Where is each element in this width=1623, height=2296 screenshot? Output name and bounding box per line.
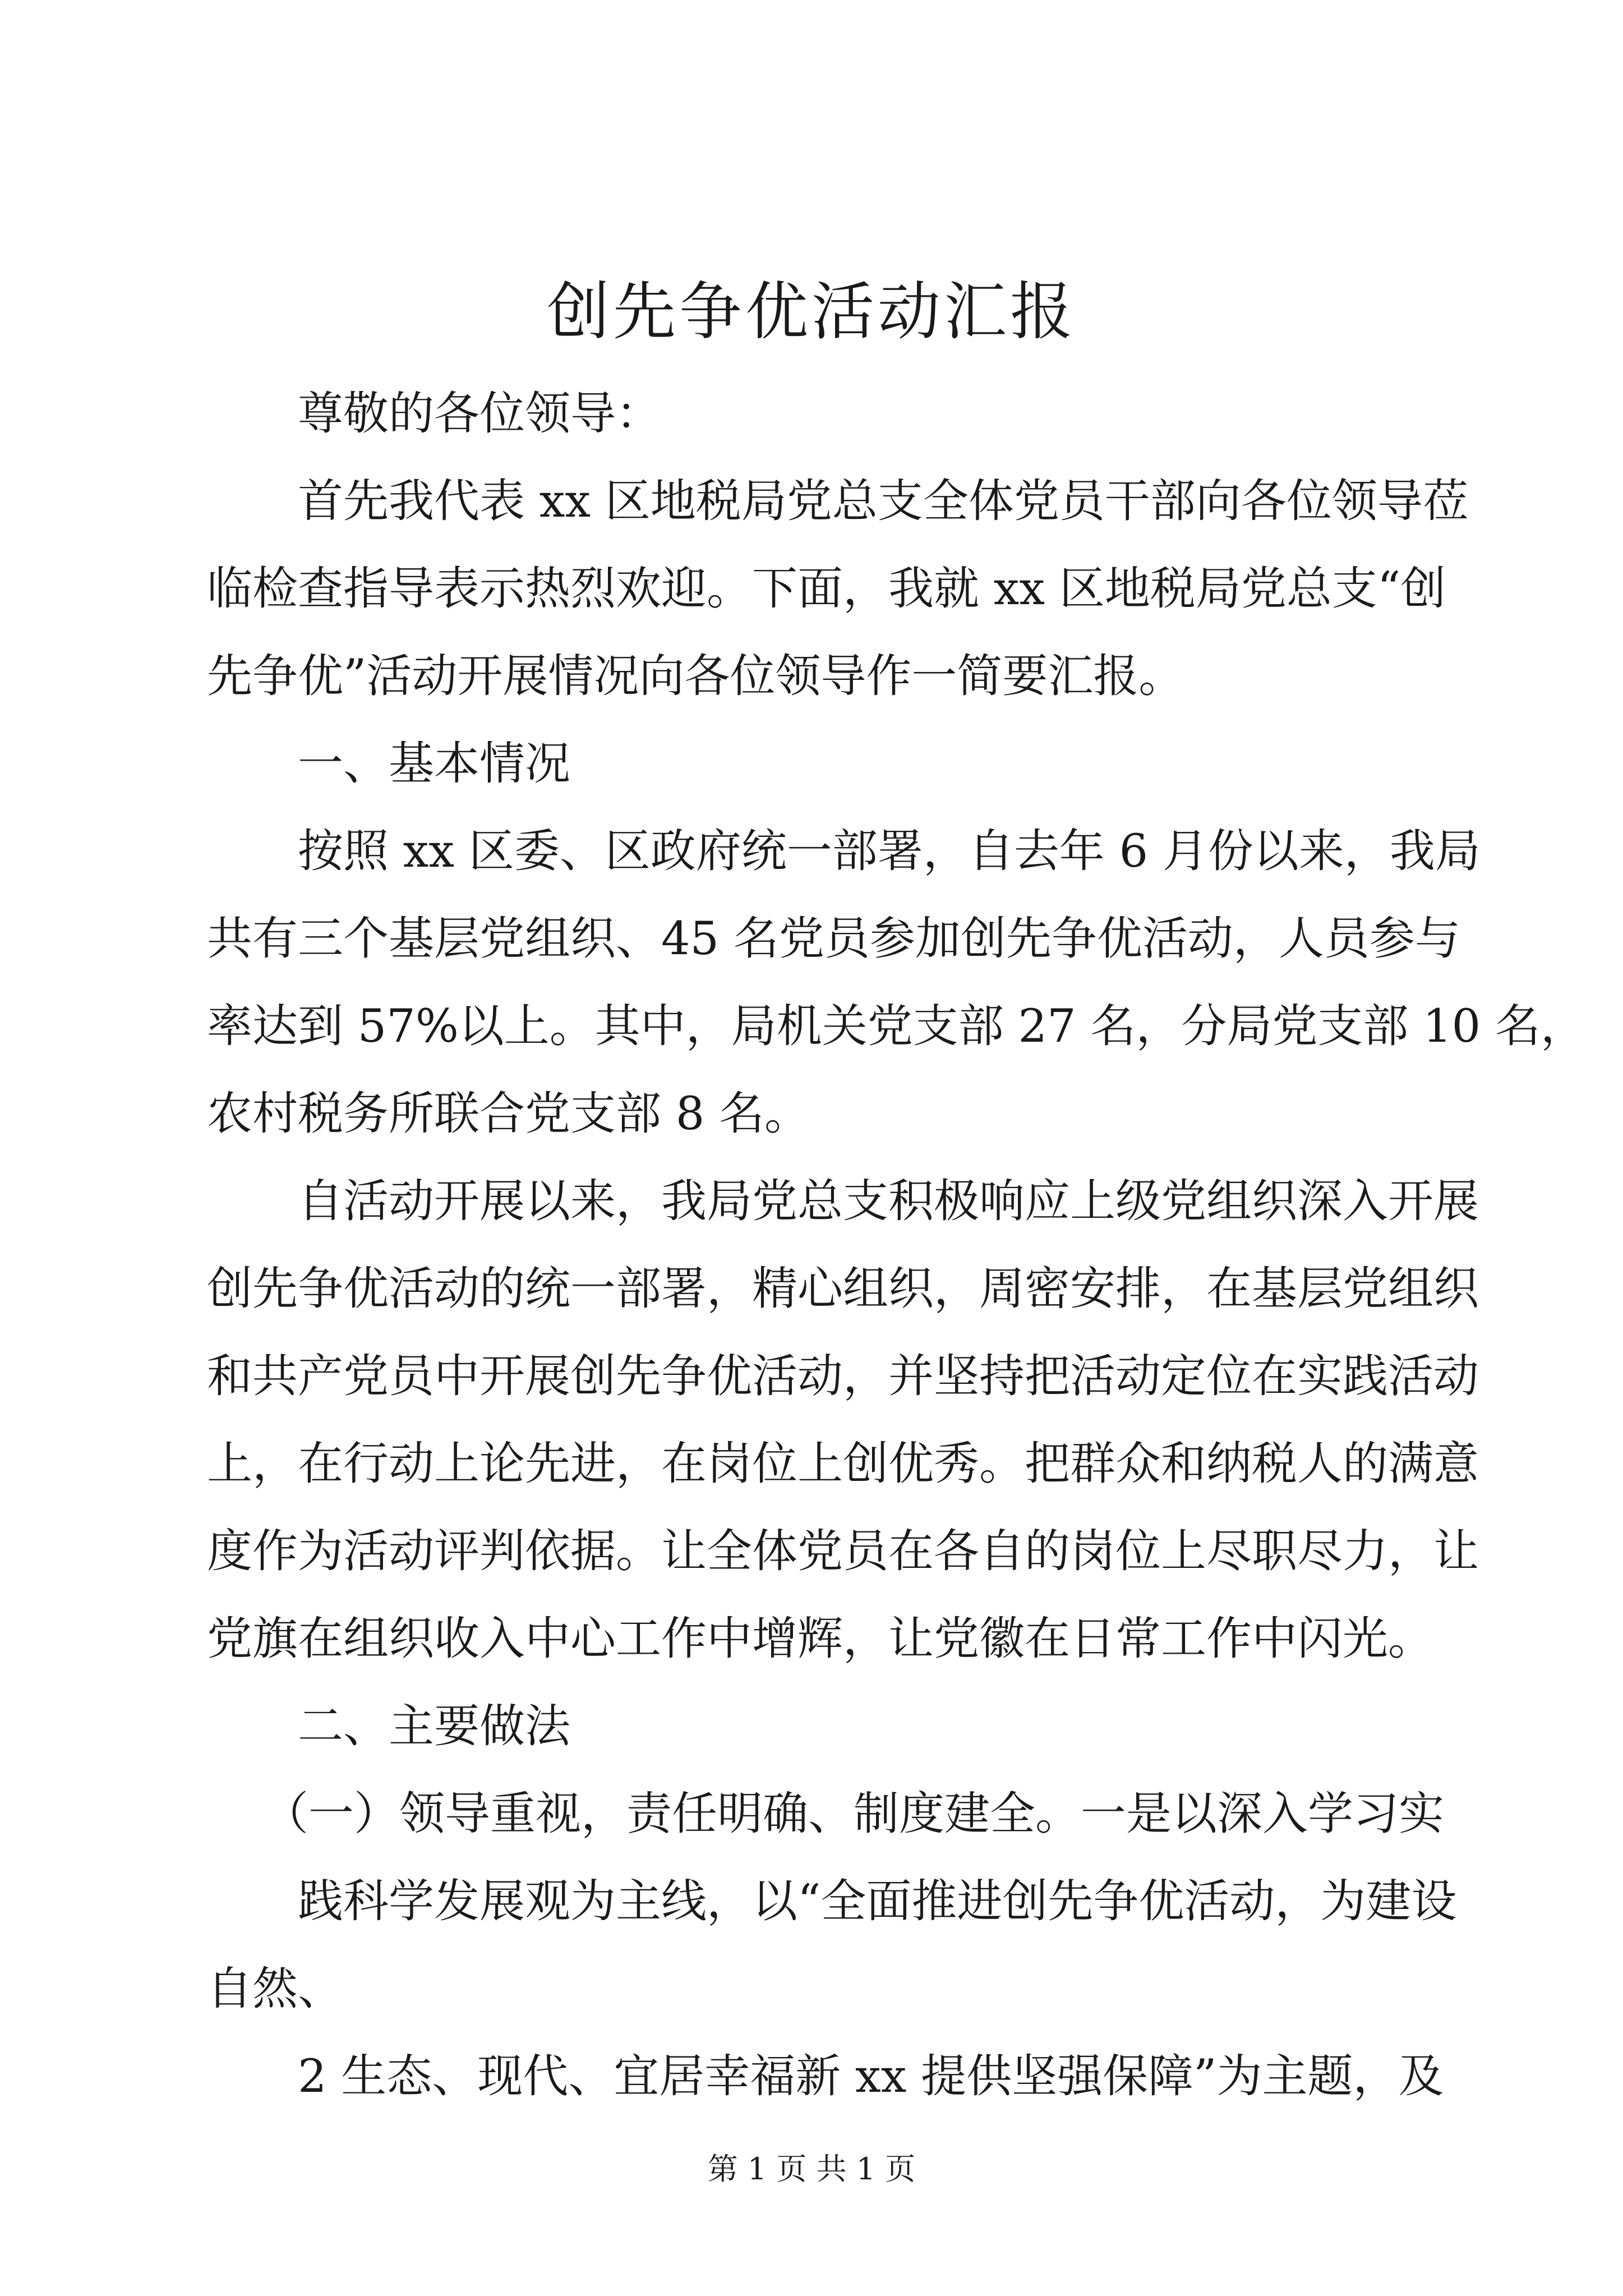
document-title: 创先争优活动汇报: [547, 275, 1076, 348]
paragraph-line: 党旗在组织收入中心工作中增辉，让党徽在日常工作中闪光。: [207, 1613, 1434, 1665]
paragraph-line: 2 生态、现代、宜居幸福新 xx 提供坚强保障”为主题，及: [298, 2050, 1444, 2103]
page-number-footer: 第 1 页 共 1 页: [707, 2151, 916, 2187]
paragraph-line: 农村税务所联合党支部 8 名。: [207, 1088, 810, 1140]
salutation: 尊敬的各位领导：: [298, 388, 662, 440]
paragraph-line: 先争优”活动开展情况向各位领导作一简要汇报。: [207, 650, 1184, 703]
paragraph-line: 创先争优活动的统一部署，精心组织，周密安排，在基层党组织: [207, 1263, 1479, 1315]
paragraph-line: 自活动开展以来，我局党总支积极响应上级党组织深入开展: [298, 1175, 1479, 1228]
paragraph-line: 度作为活动评判依据。让全体党员在各自的岗位上尽职尽力，让: [207, 1525, 1479, 1578]
paragraph-line: 和共产党员中开展创先争优活动，并坚持把活动定位在实践活动: [207, 1350, 1479, 1403]
paragraph-line: 首先我代表 xx 区地税局党总支全体党员干部向各位领导莅: [298, 475, 1468, 528]
paragraph-line: （一）领导重视，责任明确、制度建全。一是以深入学习实: [263, 1788, 1445, 1841]
paragraph-line: 上，在行动上论先进，在岗位上创优秀。把群众和纳税人的满意: [207, 1438, 1479, 1490]
document-body: [207, 370, 1586, 2120]
paragraph-line: 共有三个基层党组织、45 名党员参加创先争优活动，人员参与: [207, 913, 1460, 965]
section-heading: 二、主要做法: [298, 1700, 571, 1753]
section-heading: 一、基本情况: [298, 738, 571, 790]
paragraph-line: 率达到 57%以上。其中，局机关党支部 27 名，分局党支部 10 名，: [207, 1000, 1586, 1053]
paragraph-line: 自然、: [207, 1963, 344, 2016]
paragraph-line: 按照 xx 区委、区政府统一部署，自去年 6 月份以来，我局: [298, 825, 1481, 878]
paragraph-line: 践科学发展观为主线，以“全面推进创先争优活动，为建设: [298, 1875, 1457, 1928]
paragraph-line: 临检查指导表示热烈欢迎。下面，我就 xx 区地税局党总支“创: [207, 563, 1446, 615]
